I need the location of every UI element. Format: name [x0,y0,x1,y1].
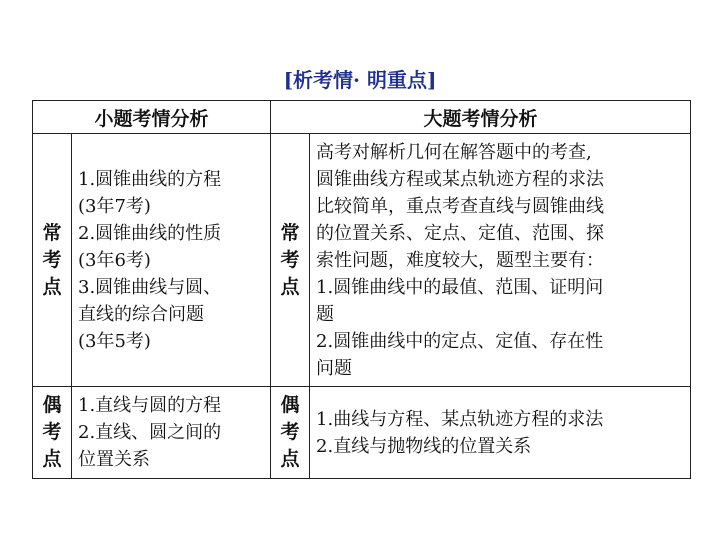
frequent-label-right: 常 考 点 [271,134,310,387]
frequent-label-left: 常 考 点 [33,134,72,387]
header-big-questions: 大题考情分析 [271,101,691,134]
occasional-big-content: 1.曲线与方程、某点轨迹方程的求法 2.直线与抛物线的位置关系 [310,387,691,479]
frequent-small-content: 1.圆锥曲线的方程 (3年7考) 2.圆锥曲线的性质 (3年6考) 3.圆锥曲线与圆、 直线的综合问题 (3年5考) [72,134,271,387]
occasional-small-content: 1.直线与圆的方程 2.直线、圆之间的 位置关系 [72,387,271,479]
occasional-label-right: 偶 考 点 [271,387,310,479]
occasional-label-left: 偶 考 点 [33,387,72,479]
frequent-big-content: 高考对解析几何在解答题中的考查, 圆锥曲线方程或某点轨迹方程的求法 比较简单，重点考查直线与圆锥曲线 的位置关系、定点、定值、范围、探 索性问题，难度较大，题型主要有： 1.圆锥曲线中的最值、范围、证明问 题 2.圆锥曲线中的定点、定值、存在性 问题 [310,134,691,387]
table-row-occasional [33,387,691,479]
page-title: [析考情· 明重点] [283,68,437,92]
table-header-row [33,101,691,134]
exam-analysis-table [32,100,691,479]
header-small-questions: 小题考情分析 [33,101,271,134]
table-row-frequent [33,134,691,387]
